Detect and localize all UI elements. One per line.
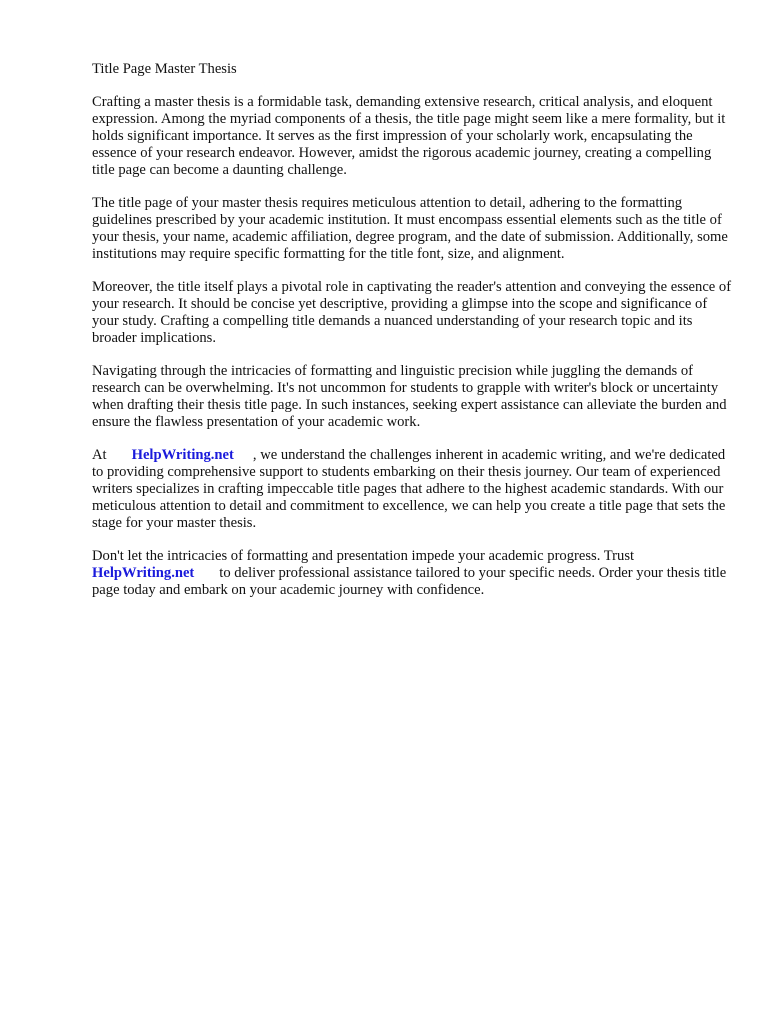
document-title: Title Page Master Thesis xyxy=(92,61,237,77)
paragraph-2: The title page of your master thesis requires meticulous attention to detail, adhering to the formatting guidelines prescribed by your academic institution. It must encompass essential elements such as the title of your thesis, your name, academic affiliation, degree program, and the date of submission. Additionally, some institutions may require specific formatting for the title font, size, and alignment. xyxy=(92,195,728,262)
paragraph-6 xyxy=(92,548,732,599)
paragraph-4: Navigating through the intricacies of formatting and linguistic precision while juggling the demands of research can be overwhelming. It's not uncommon for students to grapple with writer's block or uncertainty when drafting their thesis title page. In such instances, seeking expert assistance can alleviate the burden and ensure the flawless presentation of your academic work. xyxy=(92,363,727,430)
paragraph-6-rest: to deliver professional assistance tailored to your specific needs. Order your thesis title page today and embark on your academic journey with confidence. xyxy=(92,565,727,598)
helpwriting-link[interactable]: HelpWriting.net xyxy=(131,447,234,463)
document-body xyxy=(92,61,732,615)
paragraph-6-lead: Don't let the intricacies of formatting and presentation impede your academic progress. Trust xyxy=(92,548,635,564)
helpwriting-link-2[interactable]: HelpWriting.net xyxy=(92,565,195,581)
paragraph-1: Crafting a master thesis is a formidable task, demanding extensive research, critical analysis, and eloquent expression. Among the myriad components of a thesis, the title page might seem like a mere formality, but it holds significant importance. It serves as the first impression of your scholarly work, encapsulating the essence of your research endeavor. However, amidst the rigorous academic journey, creating a compelling title page can become a daunting challenge. xyxy=(92,94,726,178)
paragraph-5-rest: , we understand the challenges inherent in academic writing, and we're dedicated to providing comprehensive support to students embarking on their thesis journey. Our team of experienced writers specializes in crafting impeccable title pages that adhere to the highest academic standards. With our meticulous attention to detail and commitment to excellence, we can help you create a title page that sets the stage for your master thesis. xyxy=(92,447,726,531)
paragraph-5-lead: At xyxy=(92,447,107,463)
paragraph-5 xyxy=(92,447,732,532)
paragraph-3: Moreover, the title itself plays a pivotal role in captivating the reader's attention and conveying the essence of your research. It should be concise yet descriptive, providing a glimpse into the scope and significance of your study. Crafting a compelling title demands a nuanced understanding of your research topic and its broader implications. xyxy=(92,279,732,346)
